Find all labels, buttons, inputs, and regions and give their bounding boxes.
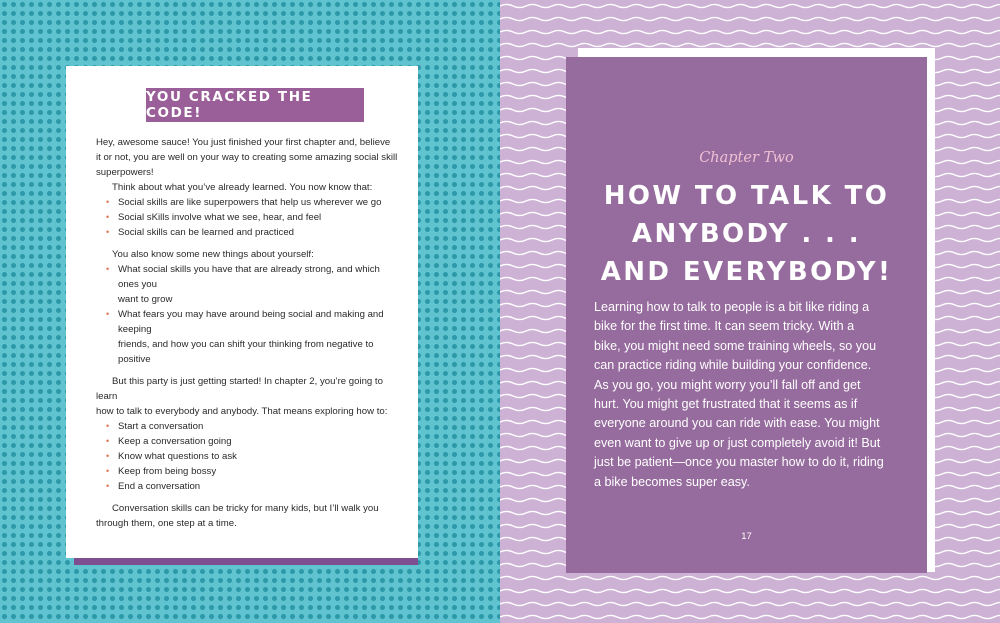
yourself-list xyxy=(106,262,400,367)
list-item: • Start a conversation xyxy=(106,421,204,432)
list-item: • Know what questions to ask xyxy=(106,451,237,462)
title-line: AND EVERYBODY! xyxy=(600,257,893,287)
list-item: • End a conversation xyxy=(106,481,201,492)
wave-line xyxy=(500,576,1000,579)
list-item: • Social skills can be learned and practiced xyxy=(106,227,294,238)
explore-list xyxy=(106,419,400,494)
title-line: ANYBODY . . . xyxy=(631,219,862,249)
wave-line xyxy=(500,602,1000,605)
chapter-title xyxy=(566,177,927,291)
learned-lead: Think about what you’ve already learned. You now know that: xyxy=(112,182,373,193)
page-number: 17 xyxy=(741,531,752,542)
chapter-intro-text: Learning how to talk to people is a bit like riding a bike for the first time. It can seem tricky. With a bike, you might need some training wheels, so you can practice riding while building your confidence. As you go, you might worry you’ll fall off and get hurt. You might get frustrated that it seems as if everyone around you can ride with ease. You might even want to give up or just completely avoid it! But just be patient—once you master how to do it, riding a bike becomes super easy. xyxy=(594,300,884,489)
left-page-body xyxy=(96,135,400,531)
list-item: • What social skills you have that are already strong, and which ones you want to grow xyxy=(106,264,380,305)
party-paragraph: But this party is just getting started! In chapter 2, you’re going to learn how to talk to everybody and anybody. That means exploring how to: xyxy=(96,376,388,417)
list-item: • Keep a conversation going xyxy=(106,436,232,447)
wave-line xyxy=(500,615,1000,618)
wave-line xyxy=(500,4,1000,7)
bullet-icon: • xyxy=(106,481,110,491)
list-item: • Keep from being bossy xyxy=(106,466,217,477)
closing-paragraph: Conversation skills can be tricky for many kids, but I’ll walk you through them, one step at a time. xyxy=(96,503,379,529)
learned-list xyxy=(106,195,400,240)
bullet-icon: • xyxy=(106,309,110,319)
yourself-lead: You also know some new things about yourself: xyxy=(112,249,314,260)
title-line: HOW TO TALK TO xyxy=(603,181,890,211)
bullet-icon: • xyxy=(106,466,110,476)
intro-paragraph: Hey, awesome sauce! You just finished your first chapter and, believe it or not, you are well on your way to creating some amazing social skill superpowers! xyxy=(96,137,398,178)
bullet-icon: • xyxy=(106,197,110,207)
chapter-label: Chapter Two xyxy=(699,150,794,166)
section-banner xyxy=(146,88,364,122)
bullet-icon: • xyxy=(106,451,110,461)
bullet-icon: • xyxy=(106,264,110,274)
bullet-icon: • xyxy=(106,227,110,237)
bullet-icon: • xyxy=(106,212,110,222)
banner-title: YOU CRACKED THE CODE! xyxy=(146,89,313,121)
wave-line xyxy=(500,30,1000,33)
bullet-icon: • xyxy=(106,436,110,446)
bullet-icon: • xyxy=(106,421,110,431)
wave-line xyxy=(500,17,1000,20)
wave-line xyxy=(500,589,1000,592)
list-item: • What fears you may have around being social and making and keeping friends, and how you can shift your thinking from negative to positive xyxy=(106,309,384,365)
list-item: • Social skills are like superpowers that help us wherever we go xyxy=(106,197,382,208)
wave-line xyxy=(500,43,1000,46)
list-item: • Social sKills involve what we see, hear, and feel xyxy=(106,212,322,223)
